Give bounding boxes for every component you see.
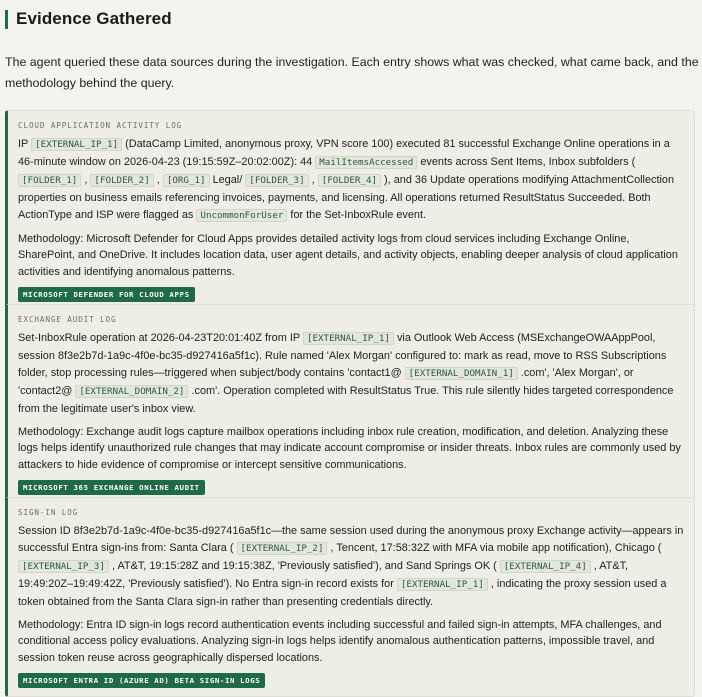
card-methodology: Methodology: Exchange audit logs capture mailbox operations including inbox rule creation, modification, and deletion. Analyzing these logs helps identify unauthorized rule changes that may indicate account compromise or insider threats. Inbox rules are commonly used by attackers to hide evidence of compromise or intercept sensitive communications. [18,425,681,472]
text-segment: (DataCamp Limited, anonymous proxy, VPN score 100) executed 81 successful Exchange Online operations in a 46-minute window on 2026-04-23 (19:15:59Z–20:02:00Z): 44 [18,138,670,168]
card-methodology: Methodology: Microsoft Defender for Cloud Apps provides detailed activity logs from cloud services including Exchange Online, SharePoint, and OneDrive. It includes location data, user agent details, and activity objects, enabling deeper analysis of cloud application activities and identifying anomalous patterns. [18,232,678,279]
text-segment: IP [18,138,32,150]
token-folder: [FOLDER_2] [90,174,153,187]
heading-accent-bar [5,10,8,29]
text-segment: Legal/ [209,173,246,186]
token-org: [ORG_1] [163,174,210,187]
page-title: Evidence Gathered [16,9,172,28]
text-segment: , [81,173,91,186]
text-segment: , AT&T, 19:49:20Z–19:49:42Z, 'Previously satisfied'). No Entra sign-in record exists for [18,559,629,590]
evidence-card-exchange-audit [5,304,695,504]
source-badge: MICROSOFT 365 EXCHANGE ONLINE AUDIT [18,480,205,495]
token-external-ip: [EXTERNAL_IP_1] [31,138,122,151]
card-finding [18,330,684,418]
card-finding [18,136,684,225]
token-folder: [FOLDER_4] [318,174,381,187]
evidence-card-cloud-app [5,110,695,311]
token-uncommon-for-user: UncommonForUser [196,209,287,222]
source-badge: MICROSOFT DEFENDER FOR CLOUD APPS [18,287,195,302]
text-segment: , AT&T, 19:15:28Z and 19:15:38Z, 'Previously satisfied'), and Sand Springs OK ( [108,559,500,572]
text-segment: .com'. Operation completed with ResultStatus True. This rule silently hides targeted correspondence from the legitimate user's inbox view. [18,384,674,415]
token-external-domain: [EXTERNAL_DOMAIN_1] [405,367,518,380]
card-label: SIGN-IN LOG [18,508,79,517]
text-segment: Session ID 8f3e2b7d-1a9c-4f0e-bc35-d927416a5f1c—the same session used during the anonymous proxy Exchange activity—appears in successful Entra sign-ins from: Santa Clara ( [18,525,684,554]
section-heading [5,9,172,29]
evidence-card-sign-in [5,497,695,697]
token-external-ip: [EXTERNAL_IP_1] [303,332,394,345]
text-segment: , [308,173,318,186]
text-segment: via Outlook Web Access (MSExchangeOWAAppPool, session 8f3e2b7d-1a9c-4f0e-bc35-d927416a5f1c). Rule named 'Alex Morgan' configured to: mark as read, move to RSS Subscriptions folder, stop processing rules—triggered when subject/body contains 'contact1@ [18,332,667,379]
token-external-ip: [EXTERNAL_IP_2] [237,542,328,555]
card-label: CLOUD APPLICATION ACTIVITY LOG [18,121,183,130]
token-external-ip: [EXTERNAL_IP_3] [18,560,109,573]
token-folder: [FOLDER_1] [18,174,81,187]
card-label: EXCHANGE AUDIT LOG [18,315,117,324]
text-segment: .com', 'Alex Morgan', or 'contact2@ [18,366,634,397]
text-segment: , [153,173,163,186]
text-segment: ), and 36 Update operations modifying AttachmentCollection properties on business emails referencing invoices, payments, and licensing. All operations returned ResultStatus Succeeded. Both ActionType and ISP were flagged as [18,173,675,221]
token-folder: [FOLDER_3] [245,174,308,187]
text-segment: , Tencent, 17:58:32Z with MFA via mobile app notification), Chicago ( [327,541,662,554]
token-external-ip: [EXTERNAL_IP_1] [397,578,488,591]
text-segment: for the Set-InboxRule event. [287,208,427,221]
token-external-domain: [EXTERNAL_DOMAIN_2] [75,385,188,398]
source-badge: MICROSOFT ENTRA ID (AZURE AD) BETA SIGN-IN LOGS [18,673,265,688]
text-segment: events across Sent Items, Inbox subfolders ( [417,155,636,168]
text-segment: Set-InboxRule operation at 2026-04-23T20:01:40Z from IP [18,332,303,344]
card-finding [18,523,684,611]
text-segment: , indicating the proxy session used a token obtained from the Santa Clara sign-in rather than presenting credentials directly. [18,577,667,608]
token-mail-items-accessed: MailItemsAccessed [315,156,417,169]
card-methodology: Methodology: Entra ID sign-in logs record authentication events including successful and failed sign-in attempts, MFA challenges, and conditional access policy evaluations. Analyzing sign-in logs helps identify anomalous authentication patterns, impossible travel, and session token reuse across geographically dispersed locations. [18,618,662,665]
intro-paragraph: The agent queried these data sources during the investigation. Each entry shows what was checked, what came back, and the methodology behind the query. [5,55,699,90]
token-external-ip: [EXTERNAL_IP_4] [500,560,591,573]
